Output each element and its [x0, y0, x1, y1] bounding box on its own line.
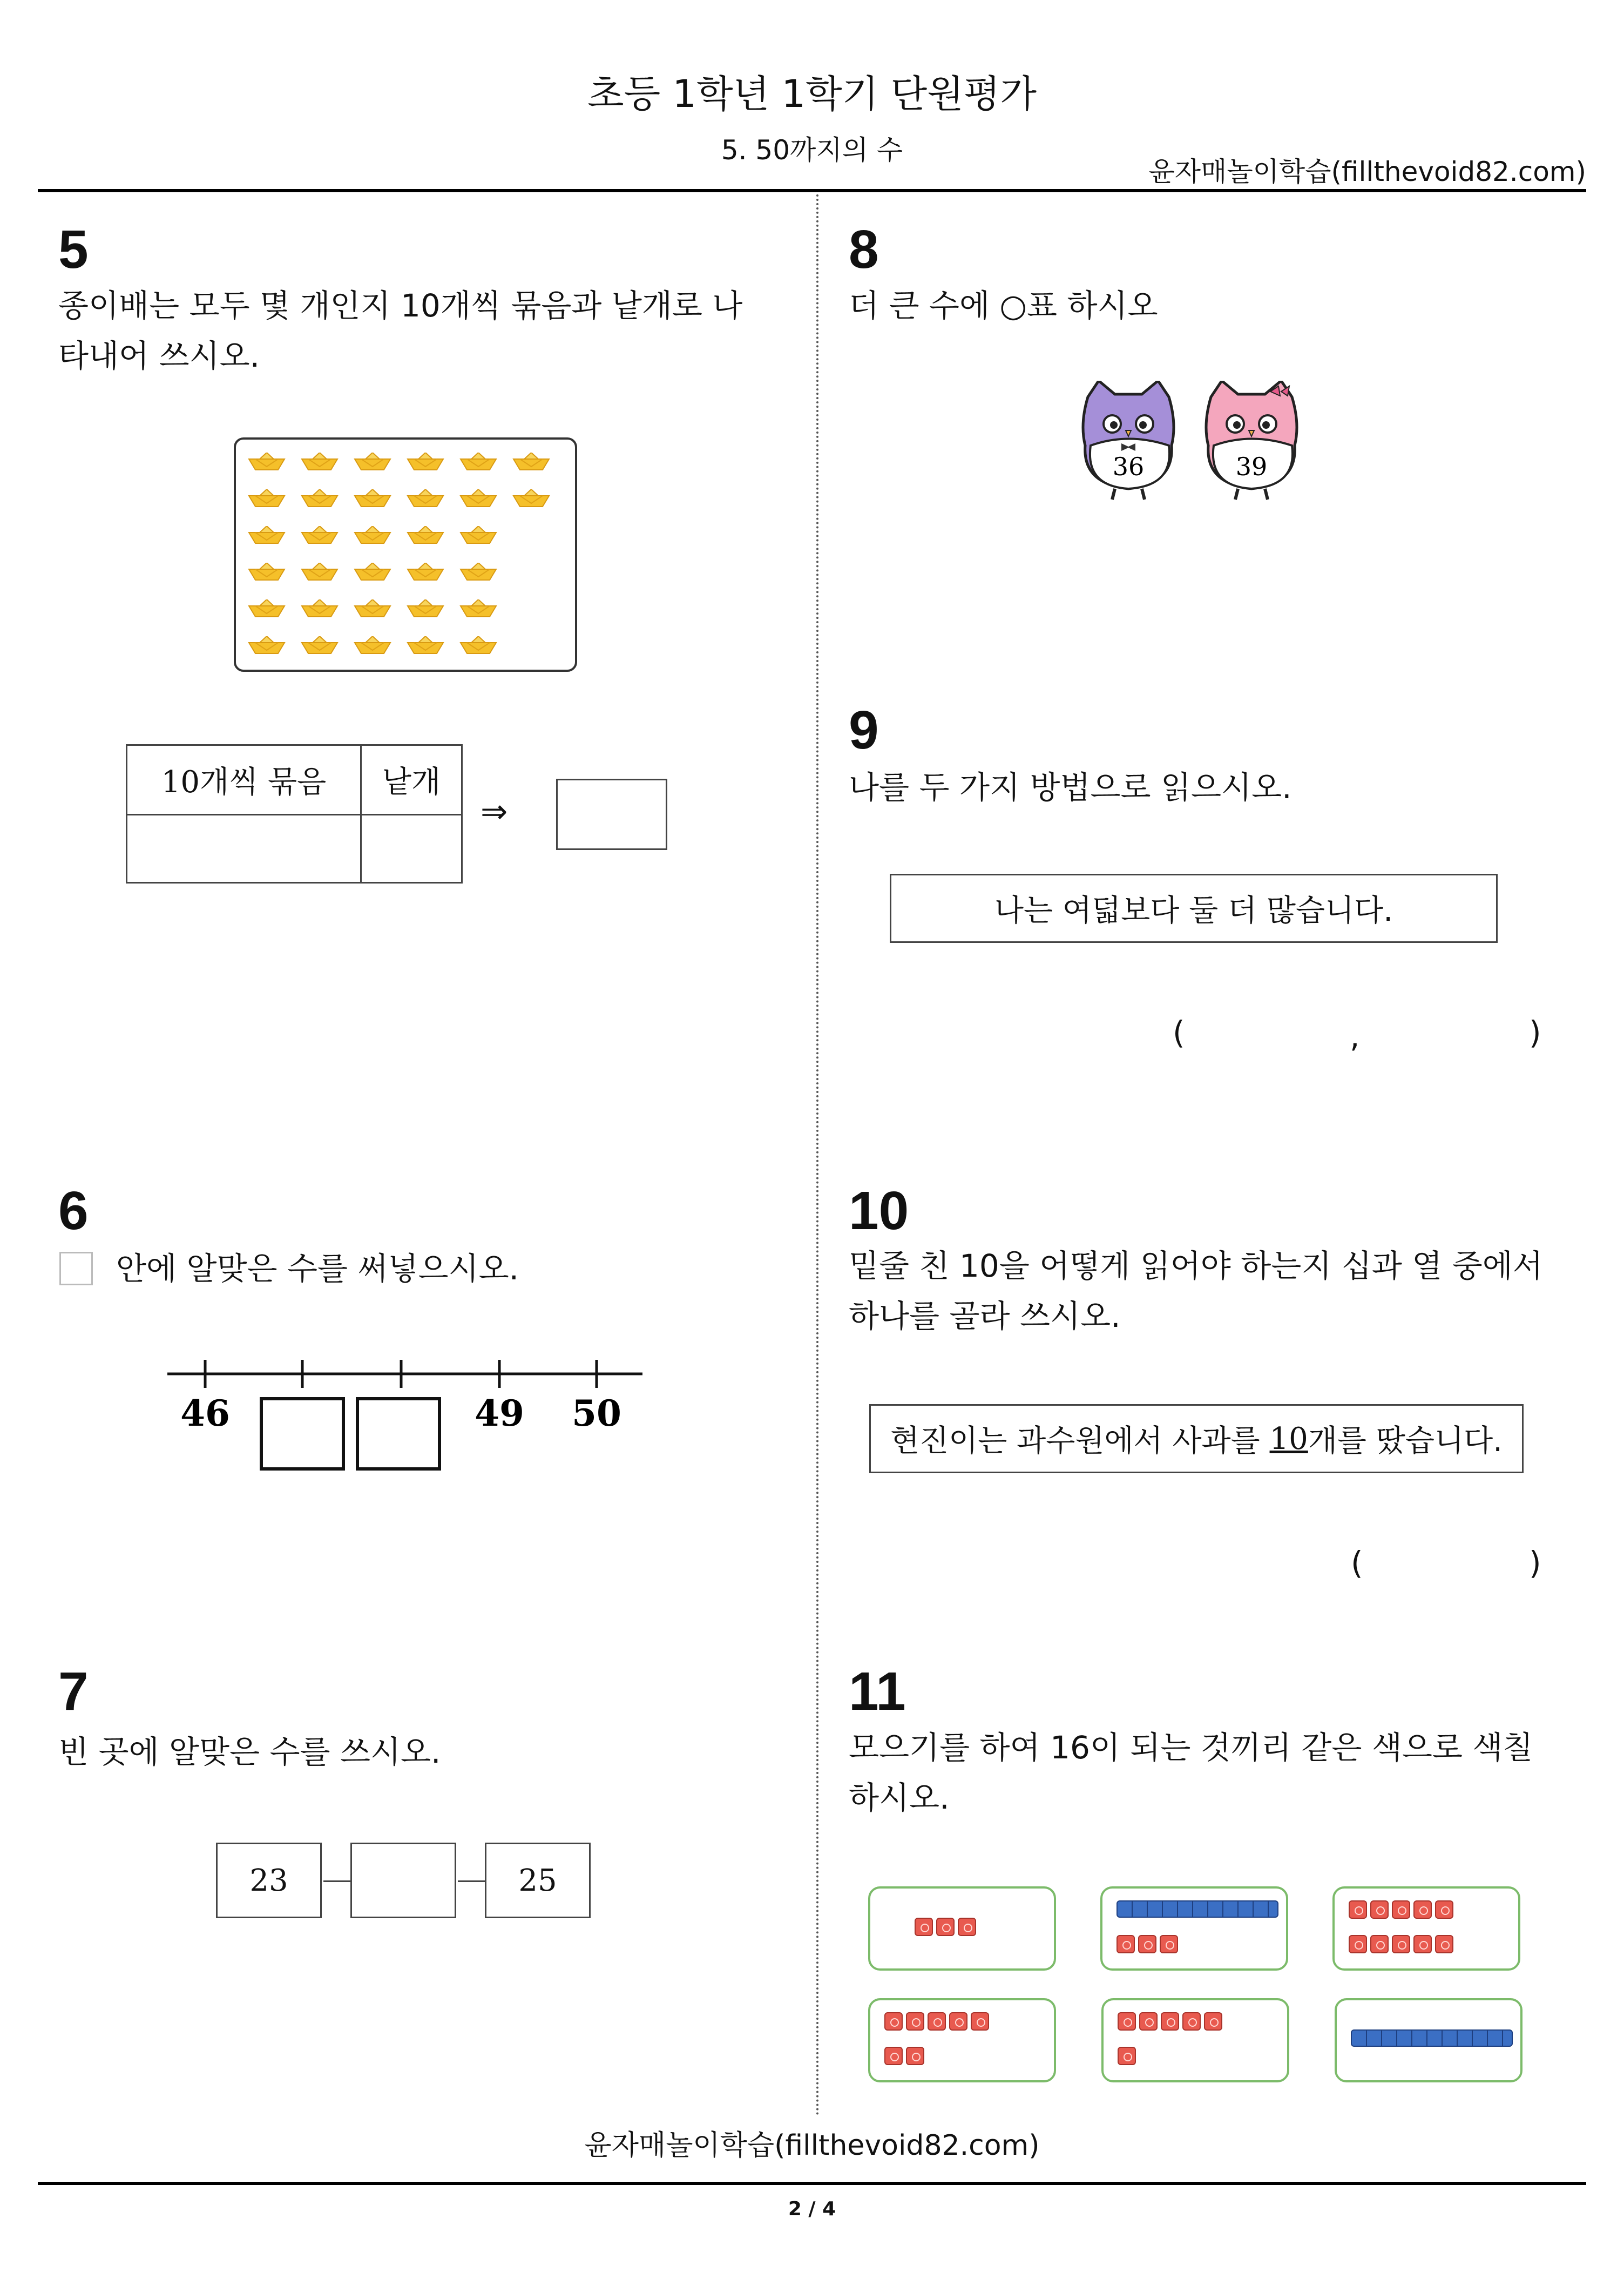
paper-boat-icon — [512, 453, 550, 471]
question-11-number: 11 — [849, 1661, 906, 1722]
red-cube-icon — [1138, 1935, 1156, 1953]
paper-boat-icon — [301, 526, 339, 544]
owl-right[interactable] — [1206, 381, 1297, 500]
question-8-number: 8 — [849, 219, 879, 280]
paper-boat-icon — [354, 489, 391, 508]
question-5-text — [58, 281, 760, 381]
question-7-text: 빈 곳에 알맞은 수를 쓰시오. — [58, 1734, 441, 1770]
q10-answer-blank[interactable] — [1377, 1545, 1517, 1582]
sequence-box-blank[interactable] — [350, 1843, 456, 1918]
paper-boat-icon — [459, 599, 497, 618]
question-10-sentence-box — [869, 1404, 1524, 1473]
header-site-credit: 윤자매놀이학습(fillthevoid82.com) — [1148, 156, 1586, 187]
sequence-connector — [323, 1880, 350, 1882]
sentence-text-after: 개를 땄습니다. — [1308, 1424, 1503, 1459]
q10-paren-open: ( — [1351, 1545, 1363, 1581]
question-5-number: 5 — [58, 219, 89, 280]
question-11-text-line1: 모으기를 하여 16이 되는 것끼리 같은 색으로 색칠 — [849, 1729, 1533, 1766]
q9-paren-comma: , — [1350, 1018, 1360, 1055]
header-rule — [38, 189, 1586, 192]
sequence-box-right: 25 — [485, 1843, 591, 1918]
q9-paren-close: ) — [1529, 1014, 1541, 1051]
block-card-ten-and-3[interactable] — [1100, 1886, 1288, 1971]
question-7-number: 7 — [58, 1661, 89, 1722]
number-sequence — [216, 1843, 594, 1920]
paper-boat-icon — [301, 636, 339, 655]
number-line-blank-48[interactable] — [357, 1399, 439, 1469]
q9-answer-blank-1[interactable] — [1199, 1014, 1339, 1052]
block-card-ten[interactable] — [1335, 1998, 1522, 2082]
red-cube-icon — [1392, 1900, 1410, 1919]
question-6-text: 안에 알맞은 수를 써넣으시오. — [116, 1250, 519, 1287]
red-cube-icon — [906, 2012, 924, 2031]
q9-paren-open: ( — [1173, 1014, 1185, 1051]
block-card-10[interactable] — [1332, 1886, 1520, 1971]
number-line-blank-47[interactable] — [261, 1399, 343, 1469]
page-number: 2 / 4 — [788, 2198, 836, 2220]
paper-boat-icon — [248, 526, 286, 544]
question-5-text-line2: 타내어 쓰시오. — [58, 338, 260, 374]
question-5-text-line1: 종이배는 모두 몇 개인지 10개씩 묶음과 낱개로 나 — [58, 287, 743, 324]
paper-boat-icon — [407, 489, 444, 508]
paper-boat-icon — [248, 599, 286, 618]
paper-boat-icon — [248, 563, 286, 581]
question-10-text — [849, 1241, 1551, 1341]
tens-header-label: 10개씩 묶음 — [161, 765, 327, 800]
question-9-number: 9 — [849, 700, 879, 760]
tens-answer-cell[interactable] — [126, 814, 360, 884]
sequence-box-left: 23 — [216, 1843, 322, 1918]
question-9-sentence-box: 나는 여덟보다 둘 더 많습니다. — [890, 874, 1498, 943]
unit-subtitle: 5. 50까지의 수 — [721, 134, 903, 166]
empty-box-icon — [59, 1252, 93, 1285]
question-10-text-line1: 밑줄 친 10을 어떻게 읽어야 하는지 십과 열 중에서 — [849, 1247, 1543, 1284]
paper-boat-icon — [407, 599, 444, 618]
number-line-label-50: 50 — [572, 1392, 621, 1434]
block-card-3[interactable] — [868, 1886, 1056, 1971]
paper-boat-icon — [407, 563, 444, 581]
red-cube-icon — [949, 2012, 967, 2031]
red-cube-icon — [1116, 1935, 1135, 1953]
paper-boat-icon — [248, 489, 286, 508]
block-card-6[interactable] — [1101, 1998, 1289, 2082]
owl-left-number: 36 — [1112, 452, 1145, 481]
paper-boat-icon — [459, 453, 497, 471]
red-cube-icon — [958, 1918, 976, 1936]
red-cube-icon — [1413, 1935, 1432, 1953]
paper-boat-icon — [354, 636, 391, 655]
red-cube-icon — [1349, 1900, 1367, 1919]
paper-boat-icon — [248, 453, 286, 471]
column-divider — [816, 194, 818, 2117]
question-5-answer-box[interactable] — [556, 779, 667, 850]
blue-ten-rod-icon — [1116, 1900, 1278, 1918]
red-cube-icon — [1118, 2047, 1136, 2065]
paper-boat-icon — [354, 599, 391, 618]
tens-header — [126, 744, 360, 814]
paper-boat-icon — [301, 599, 339, 618]
paper-boat-icon — [407, 526, 444, 544]
footer-rule — [38, 2182, 1586, 2185]
red-cube-icon — [1204, 2012, 1222, 2031]
paper-boat-icon — [354, 563, 391, 581]
number-line-label-46: 46 — [180, 1392, 230, 1434]
paper-boat-icon — [459, 636, 497, 655]
sequence-connector — [458, 1880, 485, 1882]
red-cube-icon — [1370, 1935, 1389, 1953]
q9-answer-blank-2[interactable] — [1371, 1014, 1512, 1052]
red-cube-icon — [1118, 2012, 1136, 2031]
red-cube-icon — [928, 2012, 946, 2031]
implies-arrow: ⇒ — [481, 793, 508, 831]
paper-boat-icon — [407, 636, 444, 655]
question-11-text-line2: 하시오. — [849, 1779, 950, 1816]
footer-site-credit: 윤자매놀이학습(fillthevoid82.com) — [584, 2129, 1040, 2162]
underlined-number: 10 — [1269, 1421, 1308, 1456]
paper-boat-icon — [301, 453, 339, 471]
paper-boat-icon — [248, 636, 286, 655]
ones-answer-cell[interactable] — [360, 814, 463, 884]
red-cube-icon — [1435, 1900, 1453, 1919]
question-10-number: 10 — [849, 1181, 909, 1241]
red-cube-icon — [1349, 1935, 1367, 1953]
paper-boat-icon — [459, 563, 497, 581]
paper-boat-icon — [301, 563, 339, 581]
red-cube-icon — [1160, 1935, 1178, 1953]
number-line-label-49: 49 — [475, 1392, 524, 1434]
red-cube-icon — [1413, 1900, 1432, 1919]
paper-boat-picture — [234, 437, 577, 672]
red-cube-icon — [884, 2047, 903, 2065]
red-cube-icon — [915, 1918, 933, 1936]
red-cube-icon — [971, 2012, 989, 2031]
q10-paren-close: ) — [1529, 1545, 1541, 1581]
question-6-number: 6 — [58, 1181, 89, 1241]
tens-ones-table — [126, 744, 463, 884]
red-cube-icon — [1370, 1900, 1389, 1919]
paper-boat-icon — [459, 526, 497, 544]
page-title: 초등 1학년 1학기 단원평가 — [587, 72, 1037, 116]
red-cube-icon — [1139, 2012, 1158, 2031]
owl-right-number: 39 — [1235, 452, 1268, 481]
red-cube-icon — [884, 2012, 903, 2031]
number-line — [162, 1350, 648, 1485]
paper-boat-icon — [512, 489, 550, 508]
paper-boat-icon — [407, 453, 444, 471]
question-8-text: 더 큰 수에 ○표 하시오 — [849, 287, 1158, 324]
owl-pair — [1077, 381, 1315, 510]
question-10-text-line2: 하나를 골라 쓰시오. — [849, 1298, 1121, 1334]
red-cube-icon — [1435, 1935, 1453, 1953]
red-cube-icon — [1392, 1935, 1410, 1953]
question-11-text — [849, 1723, 1551, 1823]
paper-boat-icon — [459, 489, 497, 508]
question-9-text: 나를 두 가지 방법으로 읽으시오. — [849, 769, 1292, 806]
red-cube-icon — [1161, 2012, 1179, 2031]
red-cube-icon — [936, 1918, 955, 1936]
paper-boat-icon — [301, 489, 339, 508]
sentence-text-before: 현진이는 과수원에서 사과를 — [890, 1424, 1270, 1459]
blue-ten-rod-icon — [1351, 2029, 1513, 2047]
paper-boat-icon — [354, 526, 391, 544]
paper-boat-icon — [354, 453, 391, 471]
owl-left[interactable] — [1083, 381, 1174, 500]
ones-header: 낱개 — [360, 744, 463, 814]
red-cube-icon — [1182, 2012, 1201, 2031]
red-cube-icon — [906, 2047, 924, 2065]
block-card-7[interactable] — [868, 1998, 1056, 2082]
